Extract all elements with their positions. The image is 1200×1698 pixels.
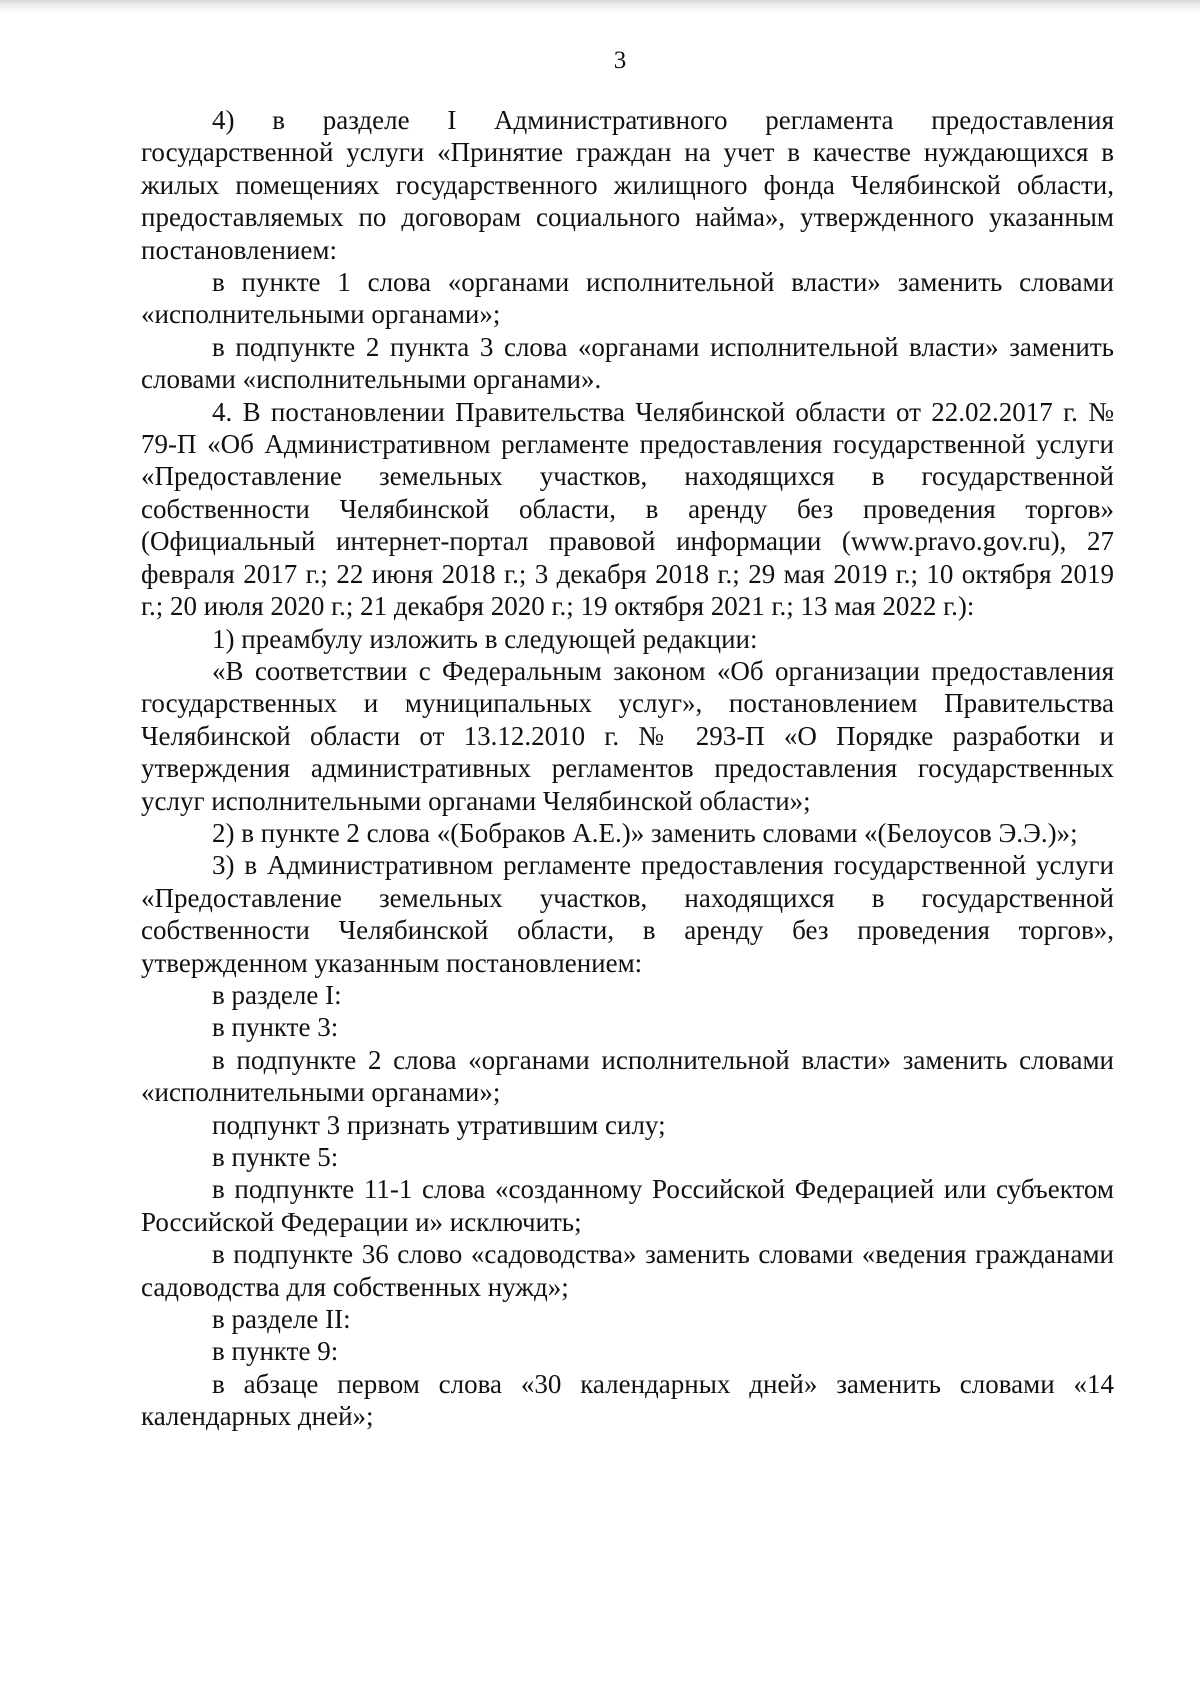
paragraph-point-1-amendment: в пункте 1 слова «органами исполнительной власти» заменить словами «исполнительными органами»;	[141, 267, 1114, 330]
paragraph-subpoint-3-repeal: подпункт 3 признать утратившим силу;	[212, 1109, 666, 1140]
paragraph-point-2-amendment: 2) в пункте 2 слова «(Бобраков А.Е.)» заменить словами «(Белоусов Э.Э.)»;	[212, 817, 1078, 848]
paragraph-point-9: в пункте 9:	[212, 1336, 339, 1367]
paragraph-section-1: в разделе I:	[212, 979, 342, 1010]
paragraph-first-abzac-amendment: в абзаце первом слова «30 календарных дней» заменить словами «14 календарных дней»;	[141, 1368, 1114, 1432]
paragraph-point-3: в пункте 3:	[212, 1012, 339, 1043]
page-number: 3	[613, 47, 627, 74]
scan-top-edge	[0, 0, 1200, 14]
document-body	[141, 104, 1114, 1433]
paragraph-subpoint-2-point-3-amendment: в подпункте 2 пункта 3 слова «органами исполнительной власти» заменить словами «исполнительными органами».	[141, 331, 1114, 395]
paragraph-subpoint-11-1-amendment: в подпункте 11-1 слова «созданному Российской Федерацией или субъектом Российской Федерации и» исключить;	[141, 1174, 1114, 1237]
paragraph-item-4-resolution-79p: 4. В постановлении Правительства Челябинской области от 22.02.2017 г. № 79-П «Об Административном регламенте предоставления государственной услуги «Предоставление земельных участков, находящихся в государственной собственности Челябинской области, в аренду без проведения торгов» (Официальный интернет-портал правовой информации (www.pravo.gov.ru), 27 февраля 2017 г.; 22 июня 2018 г.; 3 декабря 2018 г.; 29 мая 2019 г.; 10 октября 2019 г.; 20 июля 2020 г.; 21 декабря 2020 г.; 19 октября 2021 г.; 13 мая 2022 г.):	[141, 396, 1114, 622]
paragraph-regulation-amendment: 3) в Административном регламенте предоставления государственной услуги «Предоставление земельных участков, находящихся в государственной собственности Челябинской области, в аренду без проведения торгов», утвержденном указанным постановлением:	[141, 850, 1114, 978]
paragraph-point-5: в пункте 5:	[212, 1142, 339, 1172]
paragraph-preamble-instruction: 1) преамбулу изложить в следующей редакции:	[212, 623, 758, 654]
paragraph-subpoint-2-amendment: в подпункте 2 слова «органами исполнительной власти» заменить словами «исполнительными органами»;	[141, 1044, 1114, 1108]
paragraph-subpoint-36-amendment: в подпункте 36 слово «садоводства» заменить словами «ведения гражданами садоводства для собственных нужд»;	[141, 1239, 1114, 1302]
paragraph-section-1-item-4: 4) в разделе I Административного регламента предоставления государственной услуги «Принятие граждан на учет в качестве нуждающихся в жилых помещениях государственного жилищного фонда Челябинской области, предоставляемых по договорам социального найма», утвержденного указанным постановлением:	[141, 105, 1114, 265]
paragraph-preamble-text: «В соответствии с Федеральным законом «Об организации предоставления государственных и муниципальных услуг», постановлением Правительства Челябинской области от 13.12.2010 г. № 293-П «О Порядке разработки и утверждения административных регламентов предоставления государственных услуг исполнительными органами Челябинской области»;	[141, 655, 1114, 816]
paragraph-section-2: в разделе II:	[212, 1304, 351, 1335]
